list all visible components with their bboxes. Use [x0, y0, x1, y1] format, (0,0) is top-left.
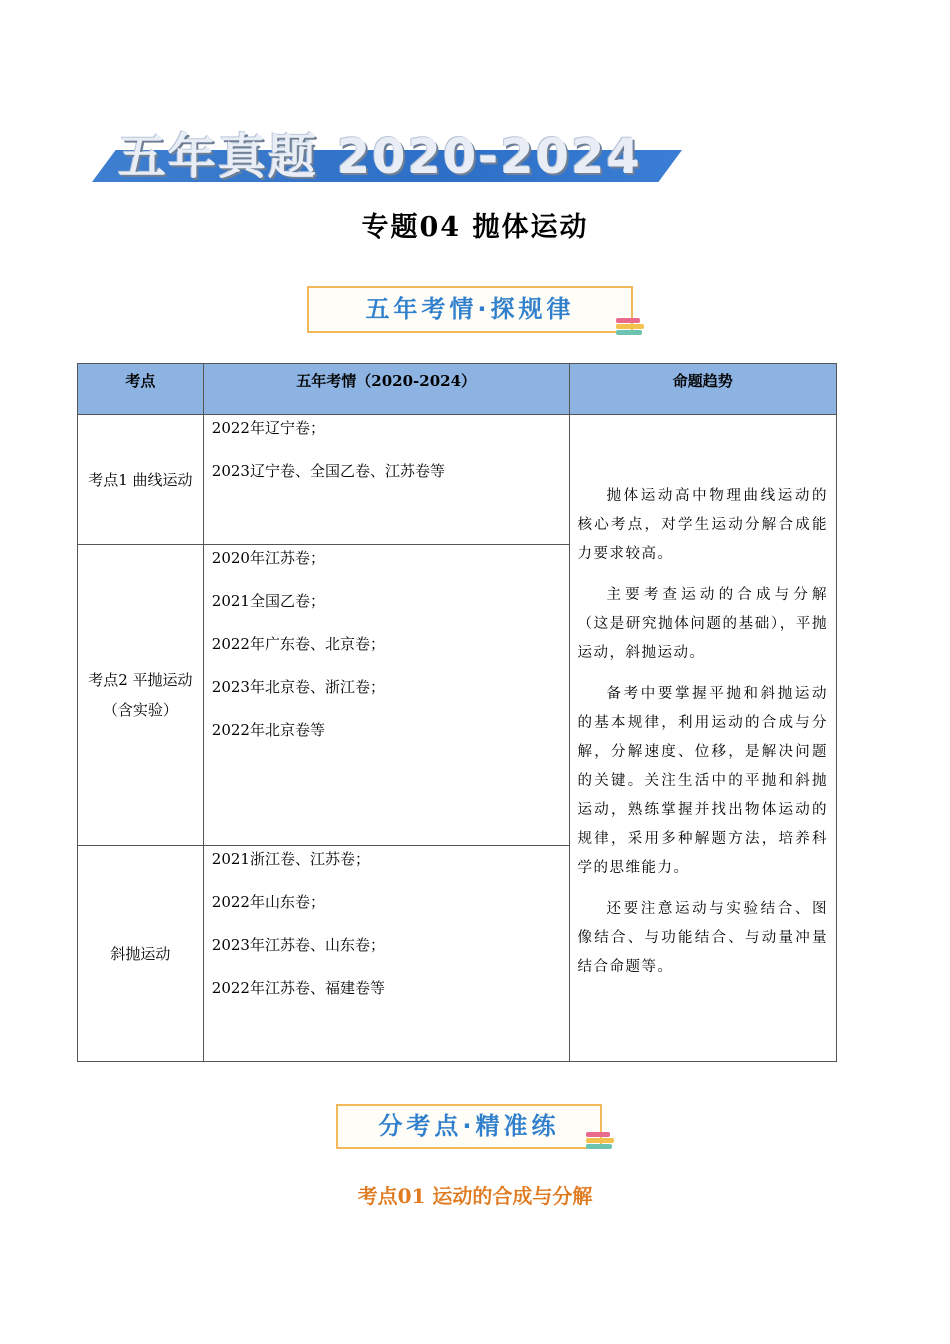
- section-header-practice: [336, 1104, 602, 1149]
- trend-cell: [569, 415, 837, 1062]
- banner: [92, 118, 682, 184]
- topic-subtitle: 考点01 运动的合成与分解: [357, 1184, 593, 1208]
- table-row: [78, 415, 837, 545]
- exam-item: 2021全国乙卷；: [211, 592, 325, 610]
- exam-item: 2022年广东卷、北京卷；: [211, 635, 385, 653]
- header-trend: 命题趋势: [569, 364, 837, 415]
- exam-item: 2023年江苏卷、山东卷；: [211, 936, 385, 954]
- exam-cell: [203, 545, 569, 846]
- exam-item: 2021浙江卷、江苏卷；: [211, 850, 370, 868]
- exam-item: 2022年辽宁卷；: [211, 419, 325, 437]
- exam-cell: [203, 846, 569, 1062]
- books-icon: [616, 318, 644, 336]
- topic-cell: 考点2 平抛运动（含实验）: [78, 545, 204, 846]
- exam-item: 2020年江苏卷；: [211, 549, 325, 567]
- trend-paragraph: 主要考查运动的合成与分解（这是研究抛体问题的基础），平抛运动，斜抛运动。: [577, 587, 828, 661]
- table-header-row: [78, 364, 837, 415]
- section-header-trends: [307, 286, 633, 333]
- exam-item: 2022年山东卷；: [211, 893, 325, 911]
- exam-cell: [203, 415, 569, 545]
- exam-table: [77, 363, 837, 1062]
- page-title: 专题04 抛体运动: [361, 212, 589, 243]
- header-topic: 考点: [78, 364, 204, 415]
- trend-paragraph: 备考中要掌握平抛和斜抛运动的基本规律，利用运动的合成与分解，分解速度、位移，是解决问题的关键。关注生活中的平抛和斜抛运动，熟练掌握并找出物体运动的规律，采用多种解题方法，培养科学的思维能力。: [577, 686, 828, 876]
- exam-item: 2023年北京卷、浙江卷；: [211, 678, 385, 696]
- topic-cell: 考点1 曲线运动: [78, 415, 204, 545]
- exam-item: 2023辽宁卷、全国乙卷、江苏卷等: [211, 462, 445, 480]
- exam-item: 2022年江苏卷、福建卷等: [211, 979, 385, 997]
- trend-paragraph: 还要注意运动与实验结合、图像结合、与功能结合、与动量冲量结合命题等。: [577, 901, 828, 975]
- banner-title: 五年真题 2020-2024: [118, 129, 642, 185]
- section-header-label: 五年考情·探规律: [365, 295, 575, 323]
- header-exams: 五年考情（2020-2024）: [203, 364, 569, 415]
- trend-paragraph: 抛体运动高中物理曲线运动的核心考点，对学生运动分解合成能力要求较高。: [577, 488, 828, 562]
- topic-cell: 斜抛运动: [78, 846, 204, 1062]
- section-header-label: 分考点·精准练: [378, 1112, 560, 1140]
- exam-item: 2022年北京卷等: [211, 721, 325, 739]
- books-icon: [586, 1132, 614, 1150]
